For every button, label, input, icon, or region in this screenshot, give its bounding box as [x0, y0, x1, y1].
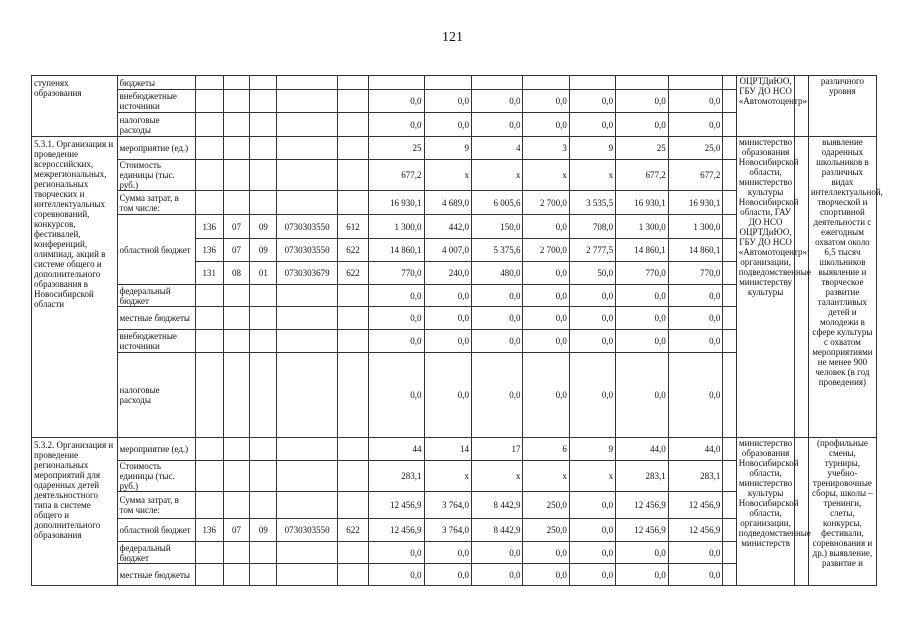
- csr-cell: [277, 353, 338, 438]
- vr-cell: [338, 113, 369, 137]
- value-cell-6: [616, 76, 669, 90]
- value-cell-6: 283,1: [616, 461, 669, 492]
- vr-cell: [338, 492, 369, 519]
- indicator-label: мероприятие (ед.): [117, 137, 195, 160]
- value-cell-5: x: [569, 461, 615, 492]
- table-row: [32, 438, 877, 461]
- indicator-label: Стоимость единицы (тыс. руб.): [117, 461, 195, 492]
- value-cell-7: 0,0: [668, 285, 723, 307]
- value-cell-3: 17: [471, 438, 523, 461]
- csr-cell: [277, 330, 338, 353]
- csr-cell: [277, 90, 338, 113]
- block0-result: различного уровня: [808, 76, 876, 137]
- spacer-cell: [723, 353, 736, 438]
- value-cell-5: 708,0: [569, 215, 615, 239]
- value-cell-3: 480,0: [471, 262, 523, 285]
- value-cell-1: 44: [368, 438, 424, 461]
- value-cell-3: 0,0: [471, 285, 523, 307]
- vr-cell: [338, 191, 369, 215]
- pr-cell: [250, 113, 277, 137]
- csr-cell: [277, 76, 338, 90]
- value-cell-6: 0,0: [616, 285, 669, 307]
- csr-cell: 0730303679: [277, 262, 338, 285]
- value-cell-7: 25,0: [668, 137, 723, 160]
- vr-cell: 622: [338, 262, 369, 285]
- value-cell-1: 0,0: [368, 542, 424, 564]
- rz-cell: [223, 285, 250, 307]
- value-cell-4: 0,0: [523, 285, 569, 307]
- vr-cell: [338, 76, 369, 90]
- vr-cell: [338, 461, 369, 492]
- indicator-label: местные бюджеты: [117, 564, 195, 586]
- spacer-cell: [723, 307, 736, 330]
- vr-cell: [338, 160, 369, 191]
- value-cell-4: 0,0: [523, 215, 569, 239]
- rz-cell: 07: [223, 215, 250, 239]
- csr-cell: 0730303550: [277, 239, 338, 262]
- value-cell-6: 0,0: [616, 307, 669, 330]
- spacer-cell: [723, 285, 736, 307]
- value-cell-1: 0,0: [368, 307, 424, 330]
- vr-cell: [338, 330, 369, 353]
- rz-cell: [223, 191, 250, 215]
- csr-cell: [277, 492, 338, 519]
- value-cell-7: 16 930,1: [668, 191, 723, 215]
- value-cell-5: 0,0: [569, 330, 615, 353]
- value-cell-6: 12 456,9: [616, 519, 669, 542]
- value-cell-4: x: [523, 160, 569, 191]
- block1-responsible: министерство образования Новосибирской области, министерство культуры Новосибирской области, ГАУ ДО НСО ОЦРТДиЮО, ГБУ ДО НСО «Автомотоцентр»; организации, подведомственные министерству культуры: [736, 137, 795, 438]
- value-cell-5: 0,0: [569, 542, 615, 564]
- value-cell-2: 3 764,0: [424, 519, 471, 542]
- value-cell-1: 25: [368, 137, 424, 160]
- value-cell-2: 0,0: [424, 353, 471, 438]
- rz-cell: [223, 113, 250, 137]
- value-cell-1: 14 860,1: [368, 239, 424, 262]
- value-cell-1: 16 930,1: [368, 191, 424, 215]
- pr-cell: 01: [250, 262, 277, 285]
- csr-cell: [277, 137, 338, 160]
- csr-cell: [277, 191, 338, 215]
- value-cell-7: 0,0: [668, 90, 723, 113]
- spacer-cell: [723, 160, 736, 191]
- spacer-cell: [723, 191, 736, 215]
- pr-cell: [250, 160, 277, 191]
- financing-table: [31, 75, 883, 586]
- indicator-label: внебюджетные источники: [117, 90, 195, 113]
- grbs-cell: [195, 564, 223, 586]
- grbs-cell: [195, 285, 223, 307]
- grbs-cell: [195, 160, 223, 191]
- value-cell-2: 14: [424, 438, 471, 461]
- value-cell-6: 0,0: [616, 564, 669, 586]
- value-cell-1: 283,1: [368, 461, 424, 492]
- pr-cell: [250, 285, 277, 307]
- value-cell-5: 9: [569, 438, 615, 461]
- value-cell-7: [668, 76, 723, 90]
- rz-cell: 08: [223, 262, 250, 285]
- pr-cell: [250, 307, 277, 330]
- value-cell-1: [368, 76, 424, 90]
- value-cell-4: 0,0: [523, 307, 569, 330]
- value-cell-5: 0,0: [569, 519, 615, 542]
- pr-cell: 09: [250, 215, 277, 239]
- value-cell-3: 0,0: [471, 113, 523, 137]
- grbs-cell: 136: [195, 239, 223, 262]
- value-cell-4: 0,0: [523, 353, 569, 438]
- value-cell-7: 0,0: [668, 330, 723, 353]
- grbs-cell: [195, 353, 223, 438]
- spacer-cell: [723, 564, 736, 586]
- grbs-cell: [195, 330, 223, 353]
- value-cell-2: x: [424, 461, 471, 492]
- value-cell-2: 9: [424, 137, 471, 160]
- value-cell-3: 6 005,6: [471, 191, 523, 215]
- value-cell-3: 0,0: [471, 564, 523, 586]
- grbs-cell: 136: [195, 519, 223, 542]
- vr-cell: 612: [338, 215, 369, 239]
- value-cell-6: 677,2: [616, 160, 669, 191]
- value-cell-2: 240,0: [424, 262, 471, 285]
- grbs-cell: [195, 76, 223, 90]
- grbs-cell: [195, 542, 223, 564]
- spacer-cell: [723, 113, 736, 137]
- value-cell-5: 0,0: [569, 307, 615, 330]
- value-cell-4: 2 700,0: [523, 239, 569, 262]
- rz-cell: 07: [223, 239, 250, 262]
- spacer-cell: [723, 137, 736, 160]
- rz-cell: [223, 307, 250, 330]
- value-cell-1: 12 456,9: [368, 492, 424, 519]
- csr-cell: 0730303550: [277, 519, 338, 542]
- table-row: [32, 137, 877, 160]
- value-cell-1: 0,0: [368, 330, 424, 353]
- pr-cell: [250, 90, 277, 113]
- value-cell-3: x: [471, 461, 523, 492]
- grbs-cell: [195, 438, 223, 461]
- csr-cell: [277, 461, 338, 492]
- pr-cell: [250, 353, 277, 438]
- vr-cell: 622: [338, 519, 369, 542]
- value-cell-4: 0,0: [523, 330, 569, 353]
- rz-cell: [223, 492, 250, 519]
- value-cell-2: 4 007,0: [424, 239, 471, 262]
- vr-cell: [338, 307, 369, 330]
- indicator-label: областной бюджет: [117, 519, 195, 542]
- rz-cell: [223, 137, 250, 160]
- value-cell-4: 6: [523, 438, 569, 461]
- grbs-cell: 131: [195, 262, 223, 285]
- spacer-cell: [795, 137, 808, 438]
- value-cell-6: 25: [616, 137, 669, 160]
- pr-cell: [250, 564, 277, 586]
- indicator-label: налоговые расходы: [117, 353, 195, 438]
- rz-cell: [223, 90, 250, 113]
- block1-description: 5.3.1. Организация и проведение всероссийских, межрегиональных, региональных творческих и интеллектуальных соревнований, конкурсов, фестивалей, конференций, олимпиад, акций в системе общего и дополнительного образования в Новосибирской области: [32, 137, 118, 438]
- value-cell-7: 0,0: [668, 353, 723, 438]
- value-cell-6: 44,0: [616, 438, 669, 461]
- indicator-label: Сумма затрат, в том числе:: [117, 492, 195, 519]
- grbs-cell: 136: [195, 215, 223, 239]
- value-cell-5: 0,0: [569, 285, 615, 307]
- value-cell-1: 0,0: [368, 113, 424, 137]
- value-cell-6: 1 300,0: [616, 215, 669, 239]
- grbs-cell: [195, 90, 223, 113]
- rz-cell: [223, 461, 250, 492]
- value-cell-6: 16 930,1: [616, 191, 669, 215]
- rz-cell: [223, 353, 250, 438]
- spacer-cell: [723, 492, 736, 519]
- value-cell-5: 0,0: [569, 353, 615, 438]
- spacer-cell: [723, 330, 736, 353]
- value-cell-5: 9: [569, 137, 615, 160]
- value-cell-4: 2 700,0: [523, 191, 569, 215]
- value-cell-1: 0,0: [368, 353, 424, 438]
- pr-cell: [250, 461, 277, 492]
- value-cell-7: 0,0: [668, 542, 723, 564]
- value-cell-5: 0,0: [569, 492, 615, 519]
- value-cell-7: 14 860,1: [668, 239, 723, 262]
- value-cell-7: 0,0: [668, 564, 723, 586]
- rz-cell: [223, 438, 250, 461]
- block2-result: (профильные смены, турниры, учебно-тренировочные сборы, школы – тренинги, слеты, конкурсы, фестивали, соревнования и др.) выявление, развитие и: [808, 438, 876, 586]
- value-cell-7: 12 456,9: [668, 519, 723, 542]
- block2-description: 5.3.2. Организация и проведение региональных мероприятий для одаренных детей деятельностного типа в системе общего и дополнительного образования: [32, 438, 118, 586]
- value-cell-4: 0,0: [523, 262, 569, 285]
- value-cell-1: 770,0: [368, 262, 424, 285]
- spacer-cell: [723, 262, 736, 285]
- rz-cell: [223, 542, 250, 564]
- spacer-cell: [723, 90, 736, 113]
- value-cell-3: 4: [471, 137, 523, 160]
- value-cell-6: 0,0: [616, 113, 669, 137]
- value-cell-3: x: [471, 160, 523, 191]
- value-cell-4: 250,0: [523, 492, 569, 519]
- value-cell-3: 5 375,6: [471, 239, 523, 262]
- vr-cell: [338, 564, 369, 586]
- value-cell-3: 0,0: [471, 353, 523, 438]
- value-cell-6: 0,0: [616, 330, 669, 353]
- value-cell-2: 0,0: [424, 113, 471, 137]
- value-cell-6: 0,0: [616, 90, 669, 113]
- csr-cell: [277, 113, 338, 137]
- value-cell-2: 0,0: [424, 564, 471, 586]
- value-cell-4: 0,0: [523, 542, 569, 564]
- value-cell-3: [471, 76, 523, 90]
- value-cell-4: 0,0: [523, 564, 569, 586]
- value-cell-7: 0,0: [668, 307, 723, 330]
- csr-cell: [277, 564, 338, 586]
- value-cell-2: 0,0: [424, 285, 471, 307]
- grbs-cell: [195, 461, 223, 492]
- value-cell-2: 0,0: [424, 90, 471, 113]
- value-cell-4: x: [523, 461, 569, 492]
- csr-cell: [277, 307, 338, 330]
- rz-cell: [223, 76, 250, 90]
- pr-cell: [250, 492, 277, 519]
- indicator-label: местные бюджеты: [117, 307, 195, 330]
- value-cell-4: 3: [523, 137, 569, 160]
- vr-cell: [338, 542, 369, 564]
- value-cell-3: 0,0: [471, 90, 523, 113]
- indicator-label: налоговые расходы: [117, 113, 195, 137]
- value-cell-7: 1 300,0: [668, 215, 723, 239]
- value-cell-2: 3 764,0: [424, 492, 471, 519]
- pr-cell: 09: [250, 239, 277, 262]
- grbs-cell: [195, 307, 223, 330]
- block2-responsible: министерство образования Новосибирской области, министерство культуры Новосибирской области, организации, подведомственные министерств: [736, 438, 795, 586]
- value-cell-6: 12 456,9: [616, 492, 669, 519]
- indicator-label: внебюджетные источники: [117, 330, 195, 353]
- pr-cell: [250, 438, 277, 461]
- spacer-cell: [723, 239, 736, 262]
- vr-cell: 622: [338, 239, 369, 262]
- value-cell-3: 150,0: [471, 215, 523, 239]
- indicator-label: мероприятие (ед.): [117, 438, 195, 461]
- grbs-cell: [195, 137, 223, 160]
- value-cell-1: 677,2: [368, 160, 424, 191]
- value-cell-2: [424, 76, 471, 90]
- indicator-label: федеральный бюджет: [117, 542, 195, 564]
- value-cell-1: 0,0: [368, 564, 424, 586]
- page-number: 121: [442, 30, 463, 45]
- value-cell-2: 0,0: [424, 542, 471, 564]
- value-cell-5: 3 535,5: [569, 191, 615, 215]
- value-cell-5: [569, 76, 615, 90]
- table-body: [32, 76, 883, 586]
- value-cell-7: 0,0: [668, 113, 723, 137]
- value-cell-7: 677,2: [668, 160, 723, 191]
- indicator-label: бюджеты: [117, 76, 195, 90]
- indicator-label: федеральный бюджет: [117, 285, 195, 307]
- csr-cell: 0730303550: [277, 215, 338, 239]
- csr-cell: [277, 438, 338, 461]
- value-cell-5: 0,0: [569, 90, 615, 113]
- indicator-label: Стоимость единицы (тыс. руб.): [117, 160, 195, 191]
- value-cell-6: 770,0: [616, 262, 669, 285]
- grbs-cell: [195, 191, 223, 215]
- value-cell-4: [523, 76, 569, 90]
- indicator-label: областной бюджет: [117, 215, 195, 285]
- vr-cell: [338, 137, 369, 160]
- pr-cell: [250, 542, 277, 564]
- value-cell-1: 1 300,0: [368, 215, 424, 239]
- value-cell-5: 0,0: [569, 564, 615, 586]
- value-cell-3: 0,0: [471, 330, 523, 353]
- value-cell-3: 8 442,9: [471, 492, 523, 519]
- value-cell-7: 12 456,9: [668, 492, 723, 519]
- value-cell-3: 8 442,9: [471, 519, 523, 542]
- value-cell-2: 4 689,0: [424, 191, 471, 215]
- value-cell-2: 442,0: [424, 215, 471, 239]
- spacer-cell: [723, 542, 736, 564]
- spacer-cell: [723, 215, 736, 239]
- indicator-label: Сумма затрат, в том числе:: [117, 191, 195, 215]
- value-cell-4: 250,0: [523, 519, 569, 542]
- pr-cell: 09: [250, 519, 277, 542]
- block1-result: выявление одаренных школьников в различных видах интеллектуальной, творческой и спортивной деятельности с ежегодным охватом около 6,5 тысяч школьников выявление и творческое развитие талантливых детей и молодежи в сфере культуры с охватом мероприятиями не менее 900 человек (в год проведения): [808, 137, 876, 438]
- value-cell-2: 0,0: [424, 330, 471, 353]
- vr-cell: [338, 90, 369, 113]
- value-cell-1: 0,0: [368, 90, 424, 113]
- pr-cell: [250, 76, 277, 90]
- value-cell-3: 0,0: [471, 542, 523, 564]
- value-cell-1: 0,0: [368, 285, 424, 307]
- spacer-cell: [723, 461, 736, 492]
- spacer-cell: [723, 438, 736, 461]
- value-cell-5: x: [569, 160, 615, 191]
- csr-cell: [277, 160, 338, 191]
- csr-cell: [277, 542, 338, 564]
- value-cell-4: 0,0: [523, 113, 569, 137]
- value-cell-6: 0,0: [616, 542, 669, 564]
- value-cell-7: 283,1: [668, 461, 723, 492]
- value-cell-1: 12 456,9: [368, 519, 424, 542]
- rz-cell: [223, 330, 250, 353]
- pr-cell: [250, 137, 277, 160]
- value-cell-5: 0,0: [569, 113, 615, 137]
- vr-cell: [338, 285, 369, 307]
- pr-cell: [250, 191, 277, 215]
- value-cell-5: 2 777,5: [569, 239, 615, 262]
- grbs-cell: [195, 113, 223, 137]
- spacer-cell: [795, 76, 808, 137]
- table-row: [32, 76, 877, 90]
- grbs-cell: [195, 492, 223, 519]
- pr-cell: [250, 330, 277, 353]
- value-cell-4: 0,0: [523, 90, 569, 113]
- spacer-cell: [723, 76, 736, 90]
- value-cell-6: 0,0: [616, 353, 669, 438]
- block0-responsible: ОЦРТДиЮО, ГБУ ДО НСО «Автомотоцентр»: [736, 76, 795, 137]
- rz-cell: 07: [223, 519, 250, 542]
- rz-cell: [223, 564, 250, 586]
- value-cell-6: 14 860,1: [616, 239, 669, 262]
- value-cell-5: 50,0: [569, 262, 615, 285]
- value-cell-3: 0,0: [471, 307, 523, 330]
- csr-cell: [277, 285, 338, 307]
- value-cell-2: x: [424, 160, 471, 191]
- vr-cell: [338, 438, 369, 461]
- vr-cell: [338, 353, 369, 438]
- value-cell-2: 0,0: [424, 307, 471, 330]
- block0-description: ступенях образования: [32, 76, 118, 137]
- value-cell-7: 770,0: [668, 262, 723, 285]
- rz-cell: [223, 160, 250, 191]
- spacer-cell: [723, 519, 736, 542]
- value-cell-7: 44,0: [668, 438, 723, 461]
